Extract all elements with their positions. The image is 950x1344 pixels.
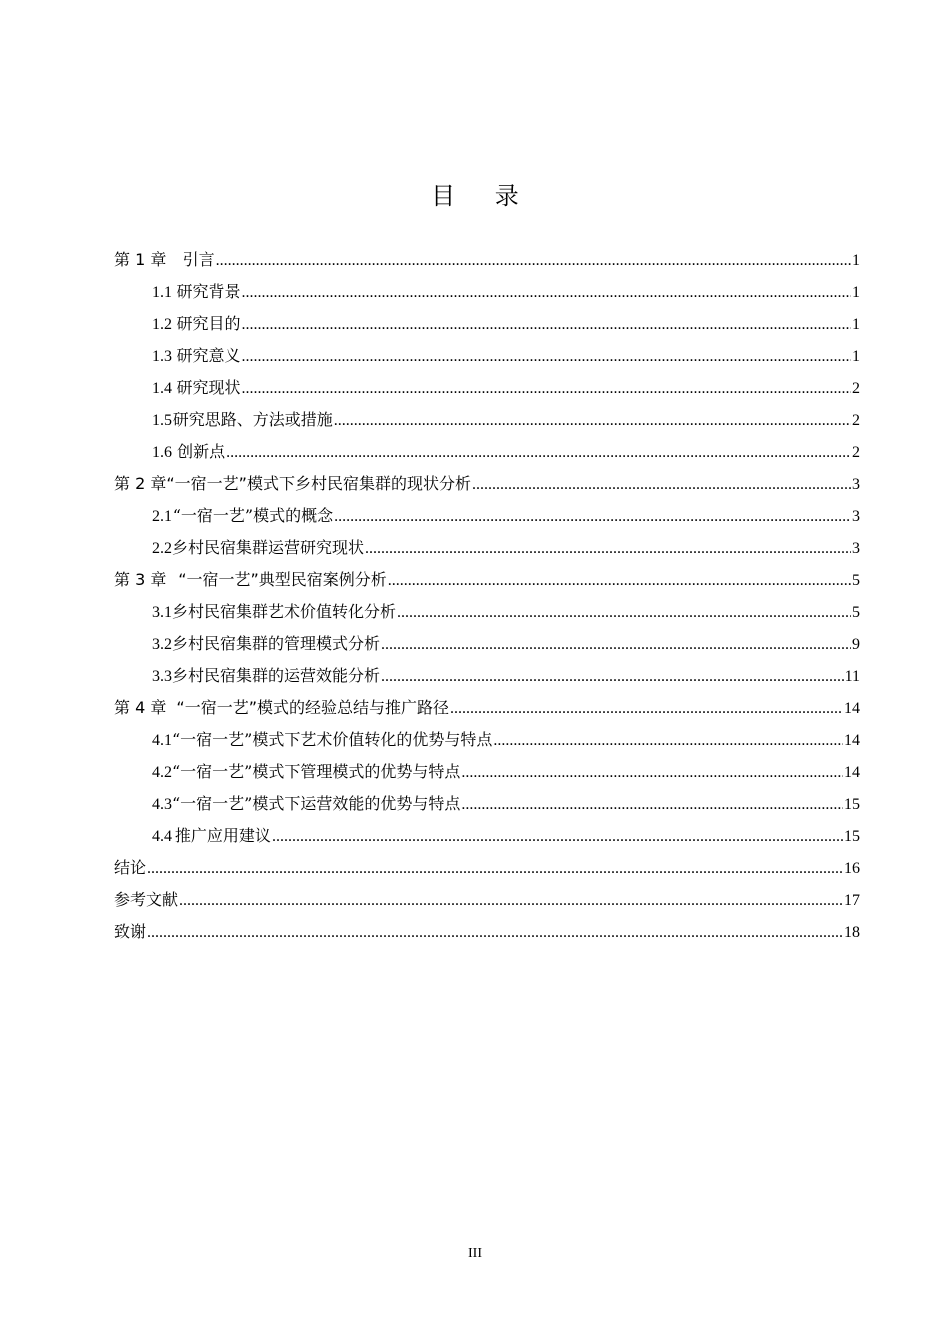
toc-entry-section[interactable] (114, 660, 860, 692)
toc-dot-leader (241, 277, 851, 309)
toc-entry-title: 推广应用建议 (174, 826, 271, 845)
toc-entry-number: 3.1 (152, 604, 172, 621)
toc-entry-title: 研究思路、方法或措施 (172, 410, 333, 429)
toc-dot-leader (241, 373, 851, 405)
toc-entry-section[interactable] (114, 340, 860, 372)
toc-entry-number: 4.1 (152, 732, 172, 749)
toc-entry-page-number: 14 (844, 764, 860, 781)
toc-entry-section[interactable] (114, 308, 860, 340)
toc-entry-page-number: 14 (844, 732, 860, 749)
toc-entry-title: 研究背景 (176, 282, 241, 301)
toc-entry-chapter[interactable] (114, 564, 860, 596)
toc-entry-page-number: 11 (844, 668, 860, 685)
toc-entry-section[interactable] (114, 788, 860, 820)
toc-entry-title: “一宿一艺”典型民宿案例分析 (178, 570, 387, 589)
toc-entry-title: “一宿一艺”模式下艺术价值转化的优势与特点 (172, 730, 493, 749)
toc-dot-leader (388, 565, 851, 597)
toc-entry-section[interactable] (114, 820, 860, 852)
toc-entry-number: 4.4 (152, 828, 172, 845)
toc-entry-chapter[interactable] (114, 692, 860, 724)
toc-entry-title: 致谢 (114, 922, 147, 941)
table-of-contents (114, 244, 860, 948)
toc-entry-number: 1.3 (152, 348, 172, 365)
toc-entry-page-number: 1 (852, 316, 860, 333)
toc-dot-leader (450, 693, 843, 725)
toc-dot-leader (461, 757, 843, 789)
toc-entry-page-number: 1 (852, 252, 860, 269)
toc-dot-leader (397, 597, 851, 629)
toc-entry-title: 研究意义 (176, 346, 241, 365)
toc-entry-title: “一宿一艺”模式的经验总结与推广路径 (176, 698, 449, 717)
page-number-footer: III (468, 1246, 482, 1261)
toc-entry-title: 研究目的 (176, 314, 241, 333)
toc-dot-leader (179, 885, 843, 917)
toc-dot-leader (493, 725, 843, 757)
toc-entry-number: 1.5 (152, 412, 172, 429)
toc-dot-leader (147, 917, 843, 949)
toc-dot-leader (461, 789, 843, 821)
toc-entry-title: 参考文献 (114, 890, 179, 909)
toc-entry-page-number: 2 (852, 444, 860, 461)
toc-dot-leader (381, 661, 844, 693)
toc-entry-page-number: 2 (852, 380, 860, 397)
toc-entry-title: 结论 (114, 858, 147, 877)
toc-entry-number: 3.3 (152, 668, 172, 685)
toc-dot-leader (147, 853, 843, 885)
toc-entry-title: “一宿一艺”模式下乡村民宿集群的现状分析 (166, 474, 471, 493)
toc-entry-title: 引言 (182, 250, 215, 269)
toc-dot-leader (334, 501, 851, 533)
toc-entry-number: 第 2 章 (114, 474, 167, 493)
toc-entry-page-number: 5 (852, 604, 860, 621)
toc-entry-chapter[interactable] (114, 244, 860, 276)
toc-dot-leader (216, 245, 851, 277)
toc-entry-page-number: 3 (852, 476, 860, 493)
toc-entry-title: 乡村民宿集群运营研究现状 (172, 538, 365, 557)
toc-entry-number: 2.1 (152, 508, 172, 525)
toc-dot-leader (226, 437, 851, 469)
toc-entry-page-number: 16 (844, 860, 860, 877)
toc-entry-page-number: 9 (852, 636, 860, 653)
toc-entry-title: “一宿一艺”模式下管理模式的优势与特点 (172, 762, 461, 781)
toc-entry-section[interactable] (114, 628, 860, 660)
toc-dot-leader (472, 469, 851, 501)
toc-entry-page-number: 3 (852, 540, 860, 557)
toc-entry-section[interactable] (114, 404, 860, 436)
toc-dot-leader (241, 309, 851, 341)
toc-entry-title: 研究现状 (176, 378, 241, 397)
toc-dot-leader (272, 821, 843, 853)
toc-entry-page-number: 2 (852, 412, 860, 429)
toc-entry-page-number: 15 (844, 796, 860, 813)
toc-entry-page-number: 1 (852, 284, 860, 301)
toc-entry-title: 乡村民宿集群的管理模式分析 (172, 634, 381, 653)
toc-entry-title: “一宿一艺”模式的概念 (172, 506, 334, 525)
toc-entry-number: 第 4 章 (114, 698, 167, 717)
toc-dot-leader (365, 533, 851, 565)
page-title: 目 录 (431, 182, 535, 210)
toc-dot-leader (241, 341, 851, 373)
toc-entry-section[interactable] (114, 532, 860, 564)
toc-entry-page-number: 1 (852, 348, 860, 365)
toc-entry-number: 4.2 (152, 764, 172, 781)
toc-entry-section[interactable] (114, 276, 860, 308)
toc-entry-chapter[interactable] (114, 916, 860, 948)
toc-entry-title: 乡村民宿集群的运营效能分析 (172, 666, 381, 685)
toc-entry-chapter[interactable] (114, 468, 860, 500)
toc-entry-section[interactable] (114, 756, 860, 788)
toc-entry-number: 1.2 (152, 316, 172, 333)
toc-entry-number: 4.3 (152, 796, 172, 813)
toc-dot-leader (334, 405, 851, 437)
toc-entry-title: 乡村民宿集群艺术价值转化分析 (172, 602, 397, 621)
toc-entry-section[interactable] (114, 500, 860, 532)
toc-entry-page-number: 18 (844, 924, 860, 941)
toc-dot-leader (381, 629, 851, 661)
toc-entry-page-number: 14 (844, 700, 860, 717)
toc-entry-page-number: 15 (844, 828, 860, 845)
toc-entry-number: 3.2 (152, 636, 172, 653)
toc-entry-chapter[interactable] (114, 852, 860, 884)
toc-entry-number: 第 1 章 (114, 250, 167, 269)
toc-entry-section[interactable] (114, 436, 860, 468)
toc-entry-title: “一宿一艺”模式下运营效能的优势与特点 (172, 794, 461, 813)
toc-entry-title: 创新点 (177, 442, 226, 461)
toc-entry-chapter[interactable] (114, 884, 860, 916)
toc-entry-number: 1.1 (152, 284, 172, 301)
toc-entry-page-number: 3 (852, 508, 860, 525)
toc-entry-number: 1.6 (152, 444, 172, 461)
toc-entry-number: 第 3 章 (114, 570, 167, 589)
toc-entry-number: 2.2 (152, 540, 172, 557)
toc-entry-page-number: 17 (844, 892, 860, 909)
toc-entry-page-number: 5 (852, 572, 860, 589)
toc-entry-section[interactable] (114, 596, 860, 628)
toc-entry-number: 1.4 (152, 380, 172, 397)
toc-entry-section[interactable] (114, 724, 860, 756)
toc-entry-section[interactable] (114, 372, 860, 404)
